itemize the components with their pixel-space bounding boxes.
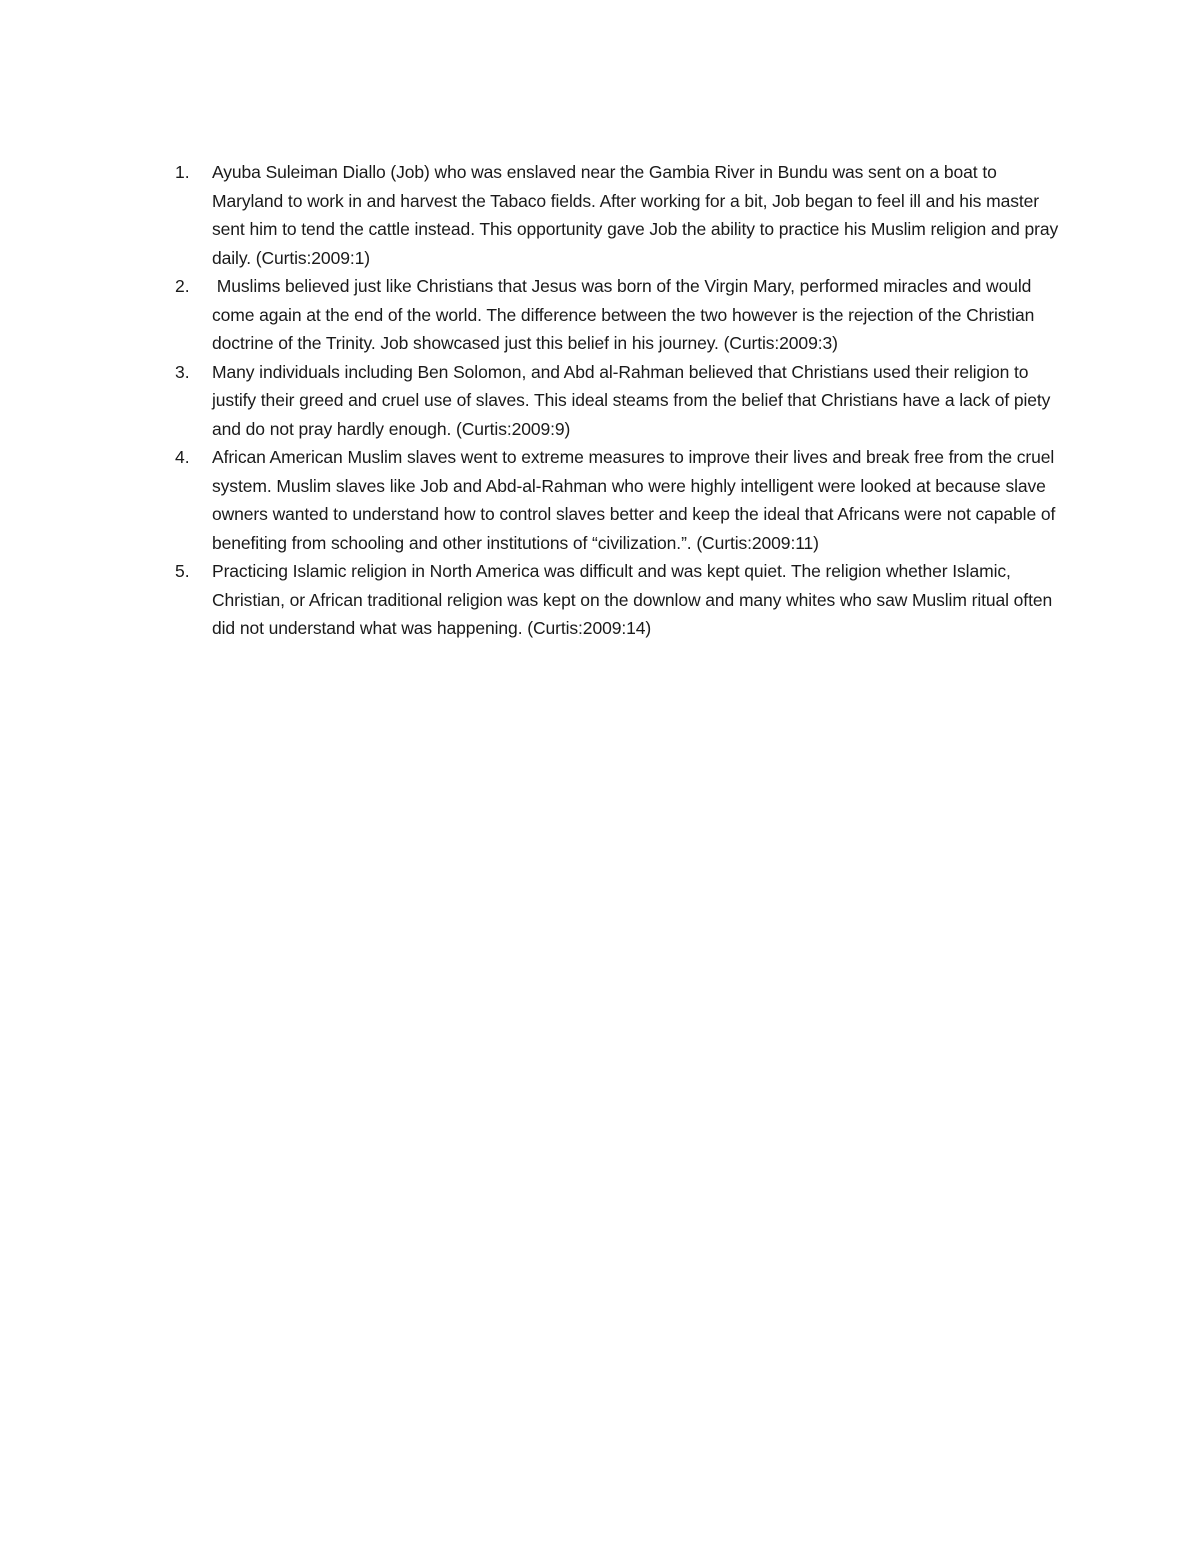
list-item <box>164 158 1064 272</box>
list-item-text: African American Muslim slaves went to extreme measures to improve their lives and break free from the cruel system. Muslim slaves like Job and Abd-al-Rahman who were highly intelligent were looked at because slave owners wanted to understand how to control slaves better and keep the ideal that Africans were not capable of benefiting from schooling and other institutions of “civilization.”. (Curtis:2009:11) <box>212 447 1061 553</box>
list-item-number: 2. <box>175 276 190 296</box>
list-item-text: Practicing Islamic religion in North America was difficult and was kept quiet. The religion whether Islamic, Christian, or African traditional religion was kept on the downlow and many whites who saw Muslim ritual often did not understand what was happening. (Curtis:2009:14) <box>212 561 1057 638</box>
list-item-number: 1. <box>175 162 190 182</box>
list-item-number: 3. <box>175 361 190 382</box>
list-item-text: Ayuba Suleiman Diallo (Job) who was enslaved near the Gambia River in Bundu was sent on a boat to Maryland to work in and harvest the Tabaco fields. After working for a bit, Job began to feel ill and his master sent him to tend the cattle instead. This opportunity gave Job the ability to practice his Muslim religion and pray daily. (Curtis:2009:1) <box>212 162 1063 268</box>
list-item <box>164 557 1064 643</box>
list-item-number: 5. <box>175 561 190 581</box>
list-item <box>164 358 1064 444</box>
numbered-list <box>164 158 1064 643</box>
list-item <box>164 272 1064 358</box>
list-item-text: Many individuals including Ben Solomon, and Abd al-Rahman believed that Christians used their religion to justify their greed and cruel use of slaves. This ideal steams from the belief that Christians have a lack of piety and do not pray hardly enough. (Curtis:2009:9) <box>212 361 1056 439</box>
list-item-text: Muslims believed just like Christians that Jesus was born of the Virgin Mary, performed miracles and would come again at the end of the world. The difference between the two however is the rejection of the Christian doctrine of the Trinity. Job showcased just this belief in his journey. (Curtis:2009:3) <box>212 276 1040 353</box>
list-item <box>164 443 1064 557</box>
list-item-number: 4. <box>175 447 190 467</box>
